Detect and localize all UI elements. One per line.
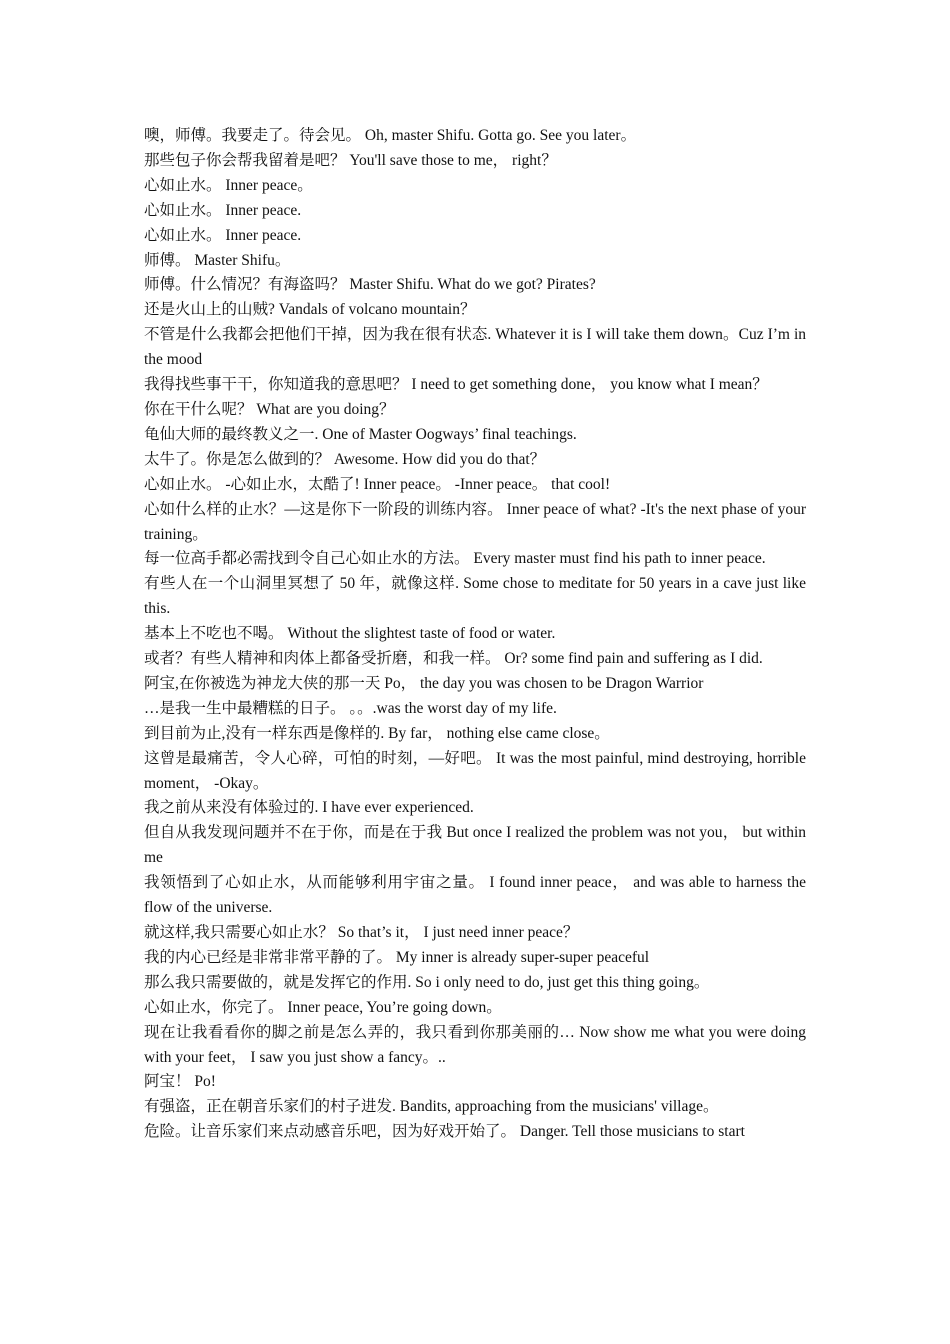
text-line: 每一位高手都必需找到令自己心如止水的方法。 Every master must find his path to inner peace. <box>144 550 766 568</box>
text-line: 这曾是最痛苦，令人心碎，可怕的时刻，—好吧。 It was the most painful, mind destroying, horrible moment， -Okay。 <box>144 749 806 792</box>
text-line: 阿宝！ Po! <box>144 1073 216 1091</box>
text-line: 到目前为止,没有一样东西是像样的. By far， nothing else came close。 <box>144 724 610 742</box>
text-line: …是我一生中最糟糕的日子。 。。.was the worst day of my life. <box>144 699 557 717</box>
text-line: 阿宝,在你被选为神龙大侠的那一天 Po， the day you was chosen to be Dragon Warrior <box>144 674 704 692</box>
text-line: 我的内心已经是非常非常平静的了。 My inner is already super-super peaceful <box>144 948 650 966</box>
text-line: 心如止水，你完了。 Inner peace, You’re going down。 <box>144 998 502 1016</box>
text-line: 或者？有些人精神和肉体上都备受折磨，和我一样。 Or? some find pain and suffering as I did. <box>144 650 763 668</box>
text-line: 噢，师傅。我要走了。待会见。 Oh, master Shifu. Gotta go. See you later。 <box>144 127 637 144</box>
text-line: 心如止水。 Inner peace. <box>144 201 302 219</box>
text-line: 现在让我看看你的脚之前是怎么弄的，我只看到你那美丽的… Now show me what you were doing with your feet， I saw you just show a fancy。.. <box>144 1023 806 1066</box>
text-line: 我之前从来没有体验过的. I have ever experienced. <box>144 799 474 817</box>
text-line: 师傅。 Master Shifu。 <box>144 251 291 269</box>
text-line: 有些人在一个山洞里冥想了 50 年，就像这样. Some chose to meditate for 50 years in a cave just like this. <box>144 575 806 618</box>
text-line: 我得找些事干干，你知道我的意思吧？ I need to get something done， you know what I mean？ <box>144 376 768 394</box>
text-line: 但自从我发现问题并不在于你，而是在于我 But once I realized the problem was not you， but within me <box>144 824 806 867</box>
text-line: 师傅。什么情况？有海盗吗？ Master Shifu. What do we got? Pirates? <box>144 276 596 294</box>
text-line: 我领悟到了心如止水，从而能够利用宇宙之量。 I found inner peace， and was able to harness the flow of the universe. <box>144 874 806 917</box>
text-line: 有强盗，正在朝音乐家们的村子进发. Bandits, approaching from the musicians' village。 <box>144 1098 719 1116</box>
text-line: 心如什么样的止水？—这是你下一阶段的训练内容。 Inner peace of what? -It's the next phase of your training。 <box>144 500 806 543</box>
text-line: 你在干什么呢？ What are you doing？ <box>144 400 395 418</box>
text-line: 龟仙大师的最终教义之一. One of Master Oogways’ final teachings. <box>144 425 577 443</box>
text-line: 基本上不吃也不喝。 Without the slightest taste of food or water. <box>144 625 556 643</box>
document-page <box>144 124 806 1145</box>
text-line: 心如止水。 -心如止水，太酷了! Inner peace。 -Inner peace。 that cool! <box>144 475 611 493</box>
text-line: 那些包子你会帮我留着是吧？ You'll save those to me， right？ <box>144 151 557 169</box>
text-line: 不管是什么我都会把他们干掉，因为我在很有状态. Whatever it is I will take them down。Cuz I’m in the mood <box>144 326 806 369</box>
text-line: 还是火山上的山贼? Vandals of volcano mountain？ <box>144 301 476 319</box>
text-line: 心如止水。 Inner peace。 <box>144 176 313 194</box>
text-line: 太牛了。你是怎么做到的？ Awesome. How did you do that？ <box>144 450 546 468</box>
text-line: 危险。让音乐家们来点动感音乐吧，因为好戏开始了。 Danger. Tell those musicians to start <box>144 1123 745 1141</box>
text-line: 心如止水。 Inner peace. <box>144 226 302 244</box>
text-line: 那么我只需要做的，就是发挥它的作用. So i only need to do, just get this thing going。 <box>144 973 710 991</box>
text-line: 就这样,我只需要心如止水？ So that’s it， I just need inner peace？ <box>144 924 579 941</box>
